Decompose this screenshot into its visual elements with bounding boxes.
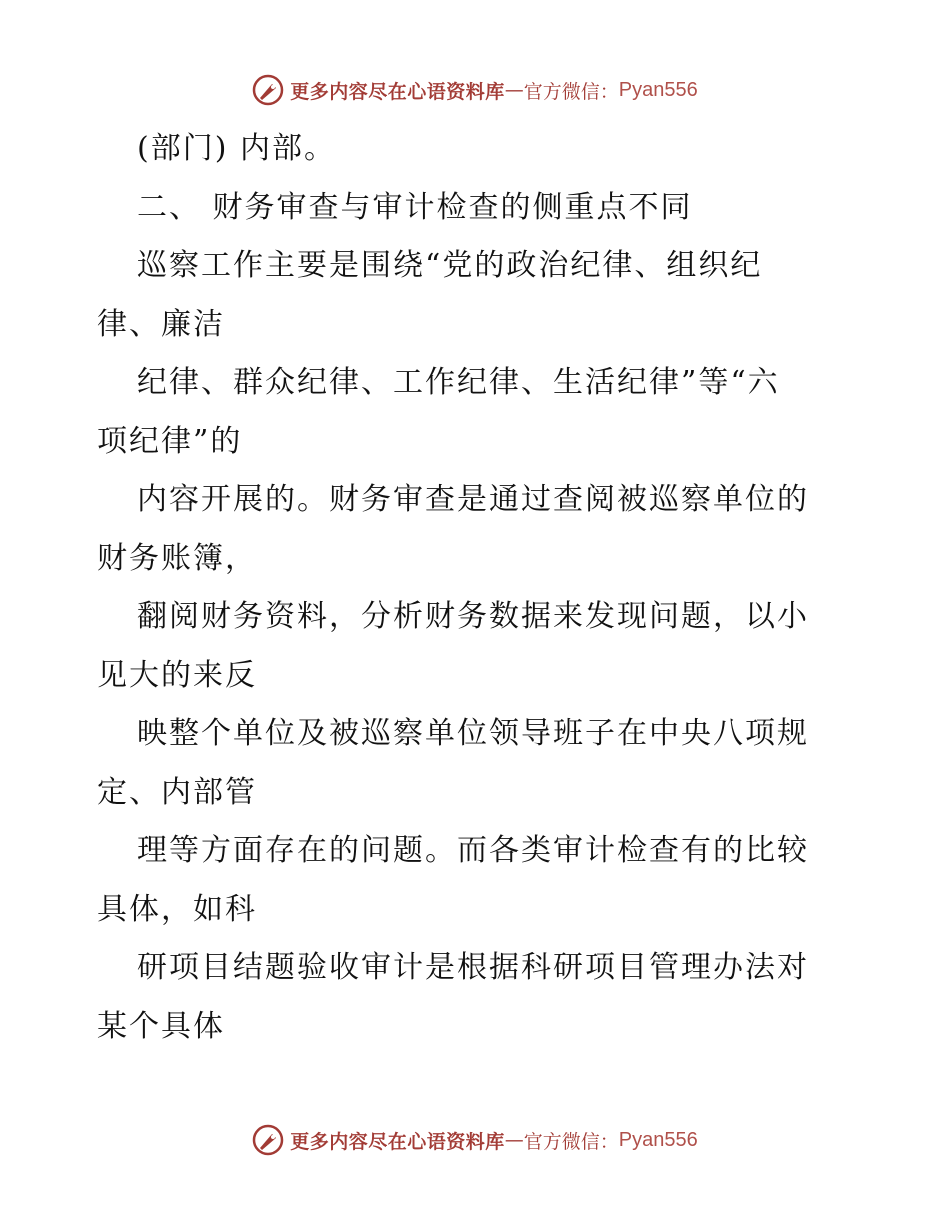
- banner-wechat-label: 官方微信：: [523, 80, 619, 103]
- section-heading: 二、 财务审查与审计检查的侧重点不同: [137, 189, 693, 225]
- banner-wechat-id: Pyan556: [618, 78, 698, 101]
- pen-nib-logo-icon: [252, 74, 284, 106]
- body-line: 研项目结题验收审计是根据科研项目管理办法对: [137, 950, 809, 985]
- pen-nib-logo-icon: [252, 1124, 284, 1156]
- body-line: (部门) 内部。: [137, 131, 336, 166]
- body-line: 翻阅财务资料，分析财务数据来发现问题，以小: [137, 599, 809, 634]
- banner-wechat-id: Pyan556: [618, 1128, 698, 1151]
- footer-watermark: [0, 1120, 950, 1160]
- body-line: 见大的来反: [97, 657, 257, 693]
- banner-separator: —: [504, 1129, 524, 1151]
- body-line: 定、内部管: [97, 774, 257, 810]
- document-body: [97, 120, 857, 1056]
- header-watermark: [0, 70, 950, 110]
- body-line: 律、廉洁: [97, 306, 225, 342]
- banner-separator: —: [504, 79, 524, 101]
- body-line: 内容开展的。财务审查是通过查阅被巡察单位的: [137, 482, 809, 517]
- banner-site-name: 更多内容尽在心语资料库: [290, 80, 505, 103]
- body-line: 巡察工作主要是围绕“党的政治纪律、组织纪: [137, 248, 763, 283]
- body-line: 财务账簿，: [97, 540, 257, 576]
- body-line: 某个具体: [97, 1008, 225, 1044]
- body-line: 纪律、群众纪律、工作纪律、生活纪律”等“六: [137, 365, 780, 400]
- body-line: 理等方面存在的问题。而各类审计检查有的比较: [137, 833, 809, 868]
- banner-site-name: 更多内容尽在心语资料库: [290, 1130, 505, 1153]
- body-line: 映整个单位及被巡察单位领导班子在中央八项规: [137, 716, 809, 751]
- body-line: 具体，如科: [97, 891, 257, 927]
- banner-wechat-label: 官方微信：: [523, 1130, 619, 1153]
- body-line: 项纪律”的: [97, 423, 243, 459]
